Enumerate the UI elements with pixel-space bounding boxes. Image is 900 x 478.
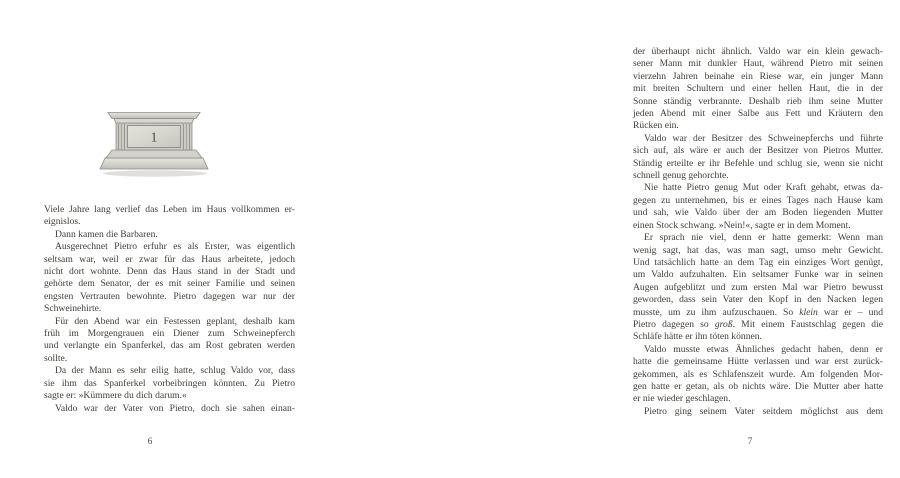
text-line: Da der Mann es sehr eilig hatte, schlug Valdo vor, dass (55, 365, 295, 377)
text-line: und verlangte ein Spanferkel, das am Rost gebraten werden (44, 340, 295, 352)
text-line: sener Mann mit dunkler Haut, während Pietro mit seinen (633, 58, 883, 70)
text-line: früh im Morgengrauen ein Diener zum Schweinepferch (44, 328, 295, 340)
text-line: geworden, dass sein Vater den Kopf in den Nacken legen (633, 294, 883, 306)
text-line: Nie hatte Pietro genug Mut oder Kraft gehabt, etwas da- (644, 182, 883, 194)
text-line: Schweinehirte. (44, 303, 102, 315)
text-line: sollte. (44, 352, 68, 364)
text-line: seltsam war, weil er zwar für das Haus arbeitete, jedoch (44, 253, 295, 265)
text-line: sagte er: »Kümmere du dich darum.« (44, 390, 187, 402)
text-line: Schläfe hätte er ihn töten können. (633, 331, 762, 343)
page-number-left: 6 (147, 437, 153, 447)
text-line: um Valdo aufzuhalten. Ein seltsamer Funke war in seinen (633, 269, 883, 281)
left-page (0, 0, 300, 478)
text-line: Pietro dagegen so groß. Mit einem Faustschlag gegen die (633, 318, 883, 330)
text-line: Ständig erteilte er ihr Befehle und schlug sie, wenn sie nicht (633, 157, 883, 169)
text-line: gen hatte er getan, als ob nichts wäre. Die Mutter aber hatte (633, 380, 883, 392)
text-line: gekommen, als es Schlafenszeit wurde. Am folgenden Mor- (633, 368, 883, 380)
text-line: sie ihm das Spanferkel vorbeibringen könnten. Zu Pietro (44, 377, 295, 389)
text-line: Dann kamen die Barbaren. (55, 228, 158, 240)
chapter-ornament (97, 111, 211, 179)
text-line: mit breiten Schultern und einer hellen Haut, die in der (633, 83, 883, 95)
text-line: er nie wieder geschlagen. (633, 393, 731, 405)
text-line: und sah, wie Valdo über der am Boden liegenden Mutter (633, 207, 883, 219)
text-line: Er sprach nie viel, denn er hatte gemerkt: Wenn man (644, 232, 883, 244)
text-line: Augen aufgeblitzt und zum ersten Mal war Pietro bewusst (633, 281, 883, 293)
text-line: gehörte dem Senator, der es mit seiner Familie und seinen (44, 278, 295, 290)
text-line: jeden Abend mit einer Salbe aus Fett und Kräutern den (633, 108, 883, 120)
right-page (300, 0, 883, 478)
text-line: schnell genug gehorchte. (633, 170, 729, 182)
chapter-number: 1 (150, 129, 158, 145)
text-line: einen Stock schwang. »Nein!«, sagte er in dem Moment. (633, 219, 851, 231)
text-line: engsten Vertrauten bewohnte. Pietro dagegen war nur der (44, 290, 295, 302)
text-line: Ausgerechnet Pietro erfuhr es als Erster, was eigentlich (55, 241, 295, 253)
text-line: Und tatsächlich hatte an dem Tag ein einziges Wort genügt, (633, 256, 883, 268)
page-number-right: 7 (747, 437, 753, 447)
text-line: der überhaupt nicht ähnlich. Valdo war ein klein gewach- (633, 46, 883, 57)
right-text-column (633, 46, 883, 418)
text-line: Valdo war der Vater von Pietro, doch sie sahen einan- (55, 402, 295, 414)
text-line: sich auf, als wäre er auch der Besitzer von Pietros Mutter. (633, 145, 883, 157)
text-line: Pietro ging seinem Vater seitdem möglichst aus dem (644, 405, 883, 417)
text-line: Viele Jahre lang verlief das Leben im Haus vollkommen er- (44, 204, 295, 215)
text-line: Valdo musste etwas Ähnliches gedacht haben, denn er (644, 343, 883, 355)
text-line: nicht dort wohnte. Denn das Haus stand in der Stadt und (44, 266, 295, 278)
text-line: gegen zu unternehmen, bis er eines Tages nach Hause kam (633, 194, 883, 206)
left-text-column (44, 204, 295, 415)
text-line: eignislos. (44, 216, 81, 228)
text-line: Rücken ein. (633, 120, 679, 132)
text-line: wenig sagt, hat das, was man sagt, umso mehr Gewicht. (633, 244, 883, 256)
text-line: hatte die gemeinsame Hütte verlassen und war erst zurück- (633, 356, 883, 368)
text-line: Für den Abend war ein Festessen geplant, deshalb kam (55, 315, 295, 327)
text-line: vierzehn Jahren beinahe ein Riese war, ein junger Mann (633, 70, 883, 82)
text-line: Valdo war der Besitzer des Schweinepferchs und führte (644, 132, 883, 144)
pedestal-ornament-icon (97, 111, 211, 179)
text-line: musste, um zu ihm aufzuschauen. So klein war er – und (633, 306, 883, 318)
text-line: Sonne ständig verbrannte. Deshalb rieb ihm seine Mutter (633, 95, 883, 107)
